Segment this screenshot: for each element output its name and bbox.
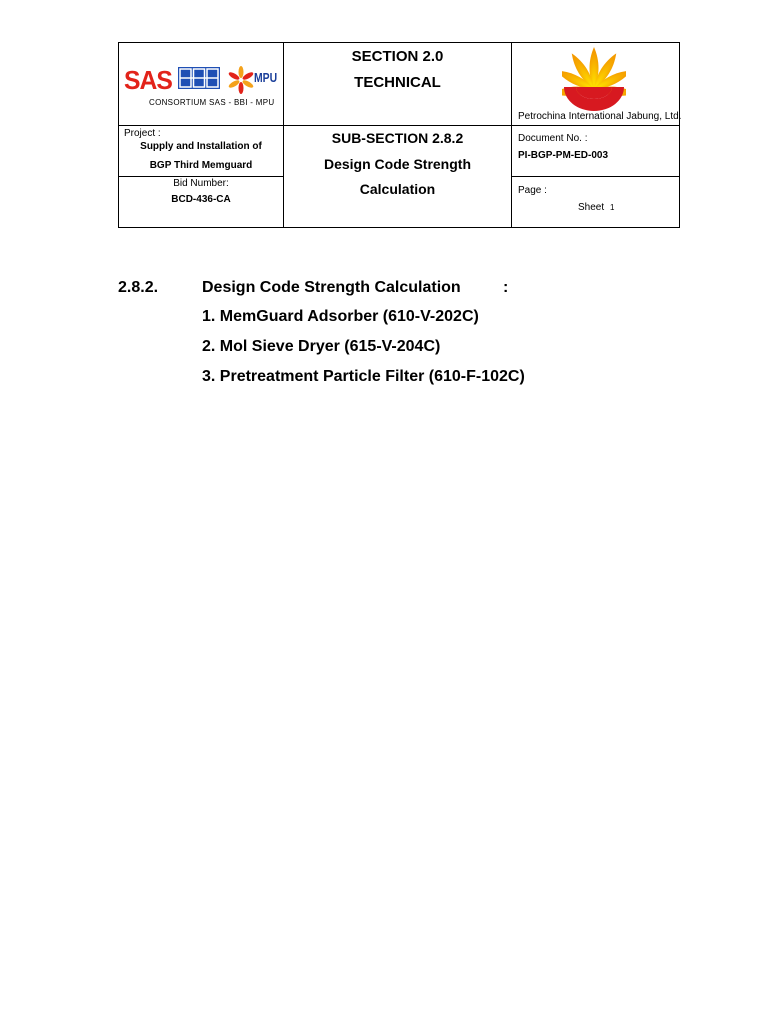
document-number: PI-BGP-PM-ED-003 [518,150,609,161]
sheet-label: Sheet [578,202,605,213]
content-heading: Design Code Strength Calculation [202,279,461,296]
bbi-logo-icon [178,67,220,89]
sheet-number: 1 [610,203,615,212]
document-number-cell [511,125,680,177]
content-number: 2.8.2. [118,279,159,296]
consortium-logo-cell [118,42,284,126]
section-cell [283,42,512,126]
bid-cell [118,176,284,228]
project-label: Project : [124,128,161,139]
subsection-line-2: Calculation [359,181,436,197]
bid-number: BCD-436-CA [171,194,231,205]
sas-logo-text: SAS [124,65,172,95]
bid-label: Bid Number: [173,178,229,189]
consortium-caption: CONSORTIUM SAS - BBI - MPU [149,98,275,107]
content-colon: : [503,279,509,296]
section-title: SECTION 2.0 [351,48,444,65]
list-item: 2. Mol Sieve Dryer (615-V-204C) [202,338,441,355]
project-line-1: Supply and Installation of [140,141,262,152]
list-item: 1. MemGuard Adsorber (610-V-202C) [202,308,479,325]
document-label: Document No. : [518,133,588,144]
subsection-cell [283,125,512,228]
mpu-logo-text: MPU [254,70,278,85]
subsection-line-1: Design Code Strength [323,156,471,172]
page-cell [511,176,680,228]
list-item: 3. Pretreatment Particle Filter (610-F-102C) [202,368,525,385]
subsection-title: SUB-SECTION 2.8.2 [331,130,464,146]
section-subtitle: TECHNICAL [354,74,441,91]
project-line-2: BGP Third Memguard [149,160,253,171]
company-name: Petrochina International Jabung, Ltd. [518,111,682,122]
page-label: Page : [518,185,547,196]
header-table [118,42,680,228]
company-cell [511,42,680,126]
project-cell [118,125,284,177]
mpu-flower-icon [227,65,255,95]
petrochina-logo-icon [562,45,626,111]
